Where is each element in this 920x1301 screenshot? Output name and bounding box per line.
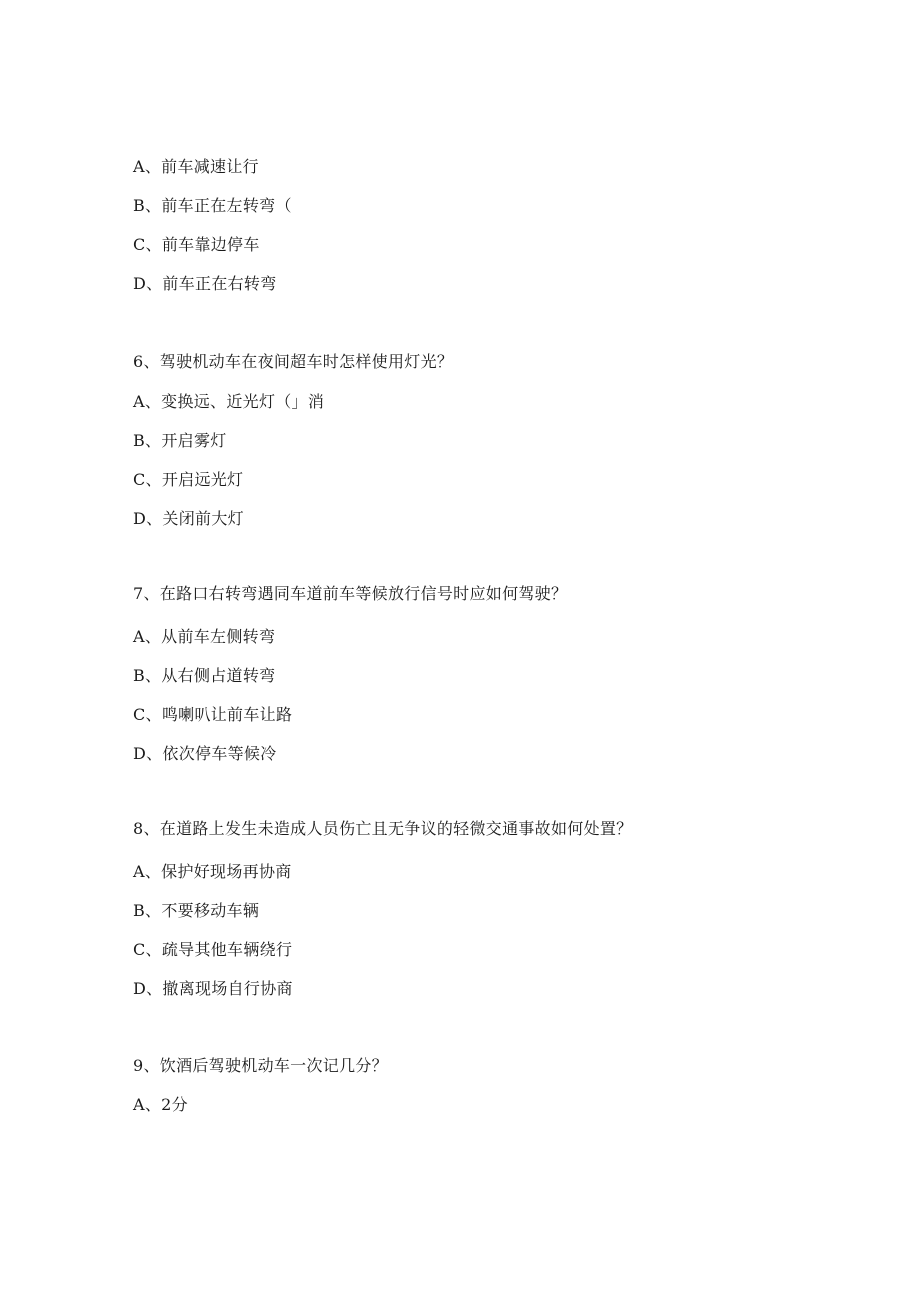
- option-a: A、前车减速让行: [133, 157, 259, 176]
- question-8: 8、在道路上发生未造成人员伤亡且无争议的轻微交通事故如何处置？: [133, 819, 633, 838]
- option-a: A、2分: [133, 1095, 188, 1114]
- option-c: C、开启远光灯: [133, 470, 244, 489]
- option-b: B、开启雾灯: [133, 431, 227, 450]
- option-b: B、从右侧占道转弯: [133, 666, 276, 685]
- question-9: 9、饮酒后驾驶机动车一次记几分？: [133, 1056, 388, 1075]
- option-c: C、前车靠边停车: [133, 235, 260, 254]
- option-d: D、前车正在右转弯: [133, 274, 277, 293]
- option-d: D、关闭前大灯: [133, 509, 244, 528]
- question-7: 7、在路口右转弯遇同车道前车等候放行信号时应如何驾驶？: [133, 584, 568, 603]
- option-c: C、疏导其他车辆绕行: [133, 940, 293, 959]
- option-a: A、变换远、近光灯（」消: [133, 392, 325, 411]
- option-b: B、前车正在左转弯（: [133, 196, 292, 215]
- option-c: C、鸣喇叭让前车让路: [133, 705, 293, 724]
- option-d: D、依次停车等候冷: [133, 744, 277, 763]
- option-b: B、不要移动车辆: [133, 901, 260, 920]
- option-a: A、从前车左侧转弯: [133, 627, 276, 646]
- option-a: A、保护好现场再协商: [133, 862, 292, 881]
- question-6: 6、驾驶机动车在夜间超车时怎样使用灯光？: [133, 352, 454, 371]
- option-d: D、撤离现场自行协商: [133, 979, 293, 998]
